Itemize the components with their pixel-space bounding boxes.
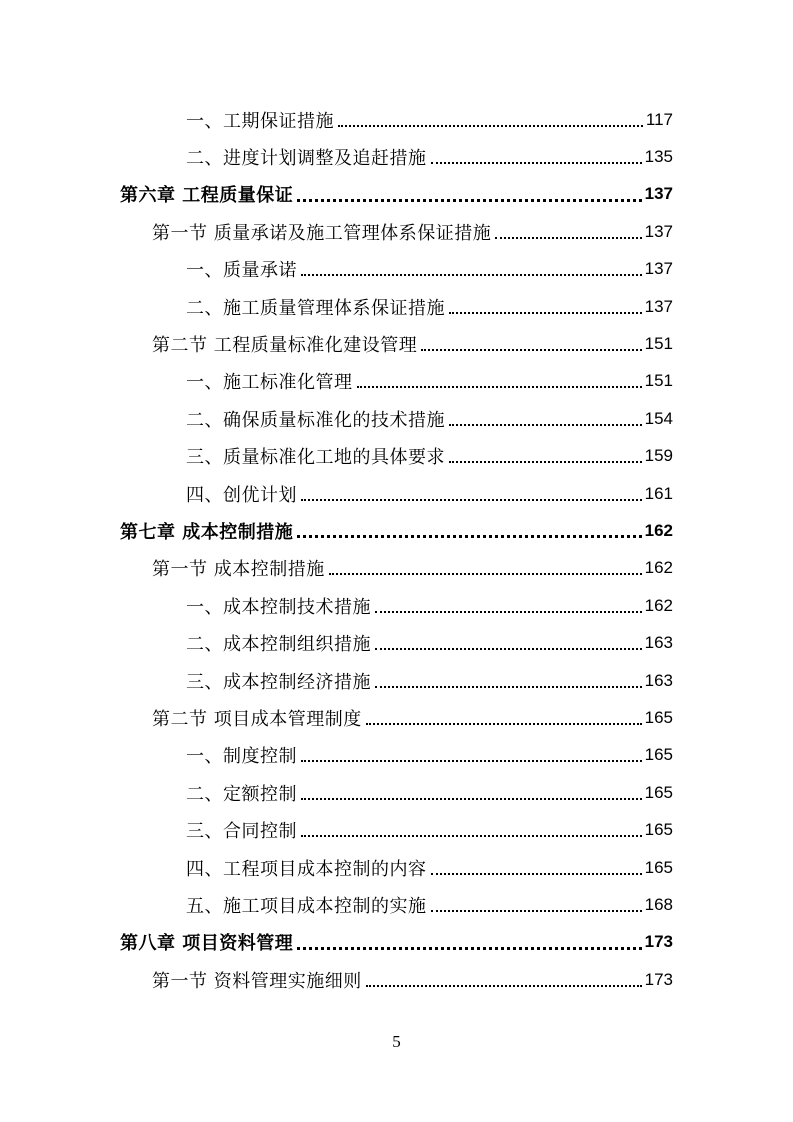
dot-leader [421,349,641,351]
toc-section-entry[interactable] [0,325,793,362]
toc-section-label: 第一节 质量承诺及施工管理体系保证措施 [152,222,492,244]
toc-entry-page: 137 [644,296,673,316]
toc-entry[interactable] [0,363,793,400]
dot-leader [297,535,641,538]
dot-leader [431,873,642,875]
dot-leader [449,424,642,426]
dot-leader [301,274,642,276]
table-of-contents [0,101,793,998]
toc-entry-page: 154 [644,408,673,428]
toc-entry[interactable] [0,774,793,811]
toc-chapter-label: 第八章 项目资料管理 [120,933,294,955]
toc-entry[interactable] [0,288,793,325]
toc-chapter-entry[interactable] [0,176,793,213]
toc-chapter-label: 第七章 成本控制措施 [120,521,294,543]
toc-section-page: 165 [644,707,673,727]
toc-entry-page: 165 [644,745,673,765]
toc-entry[interactable] [0,624,793,661]
toc-entry-label: 三、成本控制经济措施 [186,671,371,693]
toc-entry-label: 一、工期保证措施 [186,110,334,132]
dot-leader [495,237,641,239]
toc-chapter-entry[interactable] [0,924,793,961]
dot-leader [449,461,642,463]
toc-entry-page: 163 [644,633,673,653]
toc-section-label: 第一节 成本控制措施 [152,559,325,581]
toc-entry-page: 165 [644,782,673,802]
toc-entry-page: 162 [644,595,673,615]
toc-section-page: 162 [644,558,673,578]
toc-entry-page: 161 [644,483,673,503]
toc-section-entry[interactable] [0,961,793,998]
toc-entry[interactable] [0,138,793,175]
toc-chapter-page: 173 [644,932,673,952]
toc-section-page: 151 [644,334,673,354]
toc-entry[interactable] [0,400,793,437]
toc-entry-page: 135 [644,147,673,167]
toc-entry-label: 四、工程项目成本控制的内容 [186,858,427,880]
dot-leader [329,573,642,575]
toc-entry[interactable] [0,737,793,774]
dot-leader [301,760,642,762]
dot-leader [375,686,642,688]
dot-leader [366,723,642,725]
toc-entry-label: 二、确保质量标准化的技术措施 [186,409,445,431]
page-number: 5 [392,1032,401,1051]
dot-leader [431,910,642,912]
toc-section-label: 第二节 工程质量标准化建设管理 [152,335,418,357]
toc-entry-label: 二、定额控制 [186,783,297,805]
toc-chapter-page: 162 [644,520,673,540]
toc-entry-label: 一、施工标准化管理 [186,372,353,394]
toc-entry[interactable] [0,662,793,699]
toc-section-label: 第二节 项目成本管理制度 [152,708,362,730]
dot-leader [449,312,642,314]
toc-entry-label: 一、质量承诺 [186,260,297,282]
dot-leader [357,386,642,388]
toc-entry-label: 三、合同控制 [186,821,297,843]
dot-leader [301,499,642,501]
toc-entry-page: 117 [645,109,673,129]
toc-entry-page: 165 [644,820,673,840]
dot-leader [301,835,642,837]
toc-entry-page: 168 [644,894,673,914]
dot-leader [366,985,642,987]
toc-entry[interactable] [0,886,793,923]
dot-leader [297,947,641,950]
dot-leader [375,648,642,650]
toc-entry-page: 137 [644,259,673,279]
toc-entry-label: 五、施工项目成本控制的实施 [186,895,427,917]
toc-entry[interactable] [0,811,793,848]
toc-section-page: 173 [644,969,673,989]
toc-section-page: 137 [644,221,673,241]
toc-entry[interactable] [0,475,793,512]
toc-entry[interactable] [0,251,793,288]
dot-leader [297,199,641,202]
toc-chapter-page: 137 [644,184,673,204]
toc-entry-page: 159 [644,446,673,466]
toc-entry-page: 163 [644,670,673,690]
toc-entry-label: 二、施工质量管理体系保证措施 [186,297,445,319]
toc-entry-label: 四、创优计划 [186,484,297,506]
toc-section-label: 第一节 资料管理实施细则 [152,970,362,992]
dot-leader [301,798,642,800]
toc-section-entry[interactable] [0,699,793,736]
toc-entry-label: 一、成本控制技术措施 [186,596,371,618]
toc-entry-page: 165 [644,857,673,877]
toc-entry-label: 三、质量标准化工地的具体要求 [186,447,445,469]
dot-leader [338,125,643,127]
toc-entry-label: 二、进度计划调整及追赶措施 [186,148,427,170]
toc-section-entry[interactable] [0,550,793,587]
toc-entry[interactable] [0,587,793,624]
toc-entry[interactable] [0,849,793,886]
toc-chapter-label: 第六章 工程质量保证 [120,185,294,207]
dot-leader [431,162,642,164]
toc-section-entry[interactable] [0,213,793,250]
toc-chapter-entry[interactable] [0,512,793,549]
dot-leader [375,611,642,613]
toc-entry[interactable] [0,101,793,138]
toc-entry[interactable] [0,438,793,475]
toc-entry-page: 151 [644,371,673,391]
toc-entry-label: 二、成本控制组织措施 [186,634,371,656]
toc-entry-label: 一、制度控制 [186,746,297,768]
